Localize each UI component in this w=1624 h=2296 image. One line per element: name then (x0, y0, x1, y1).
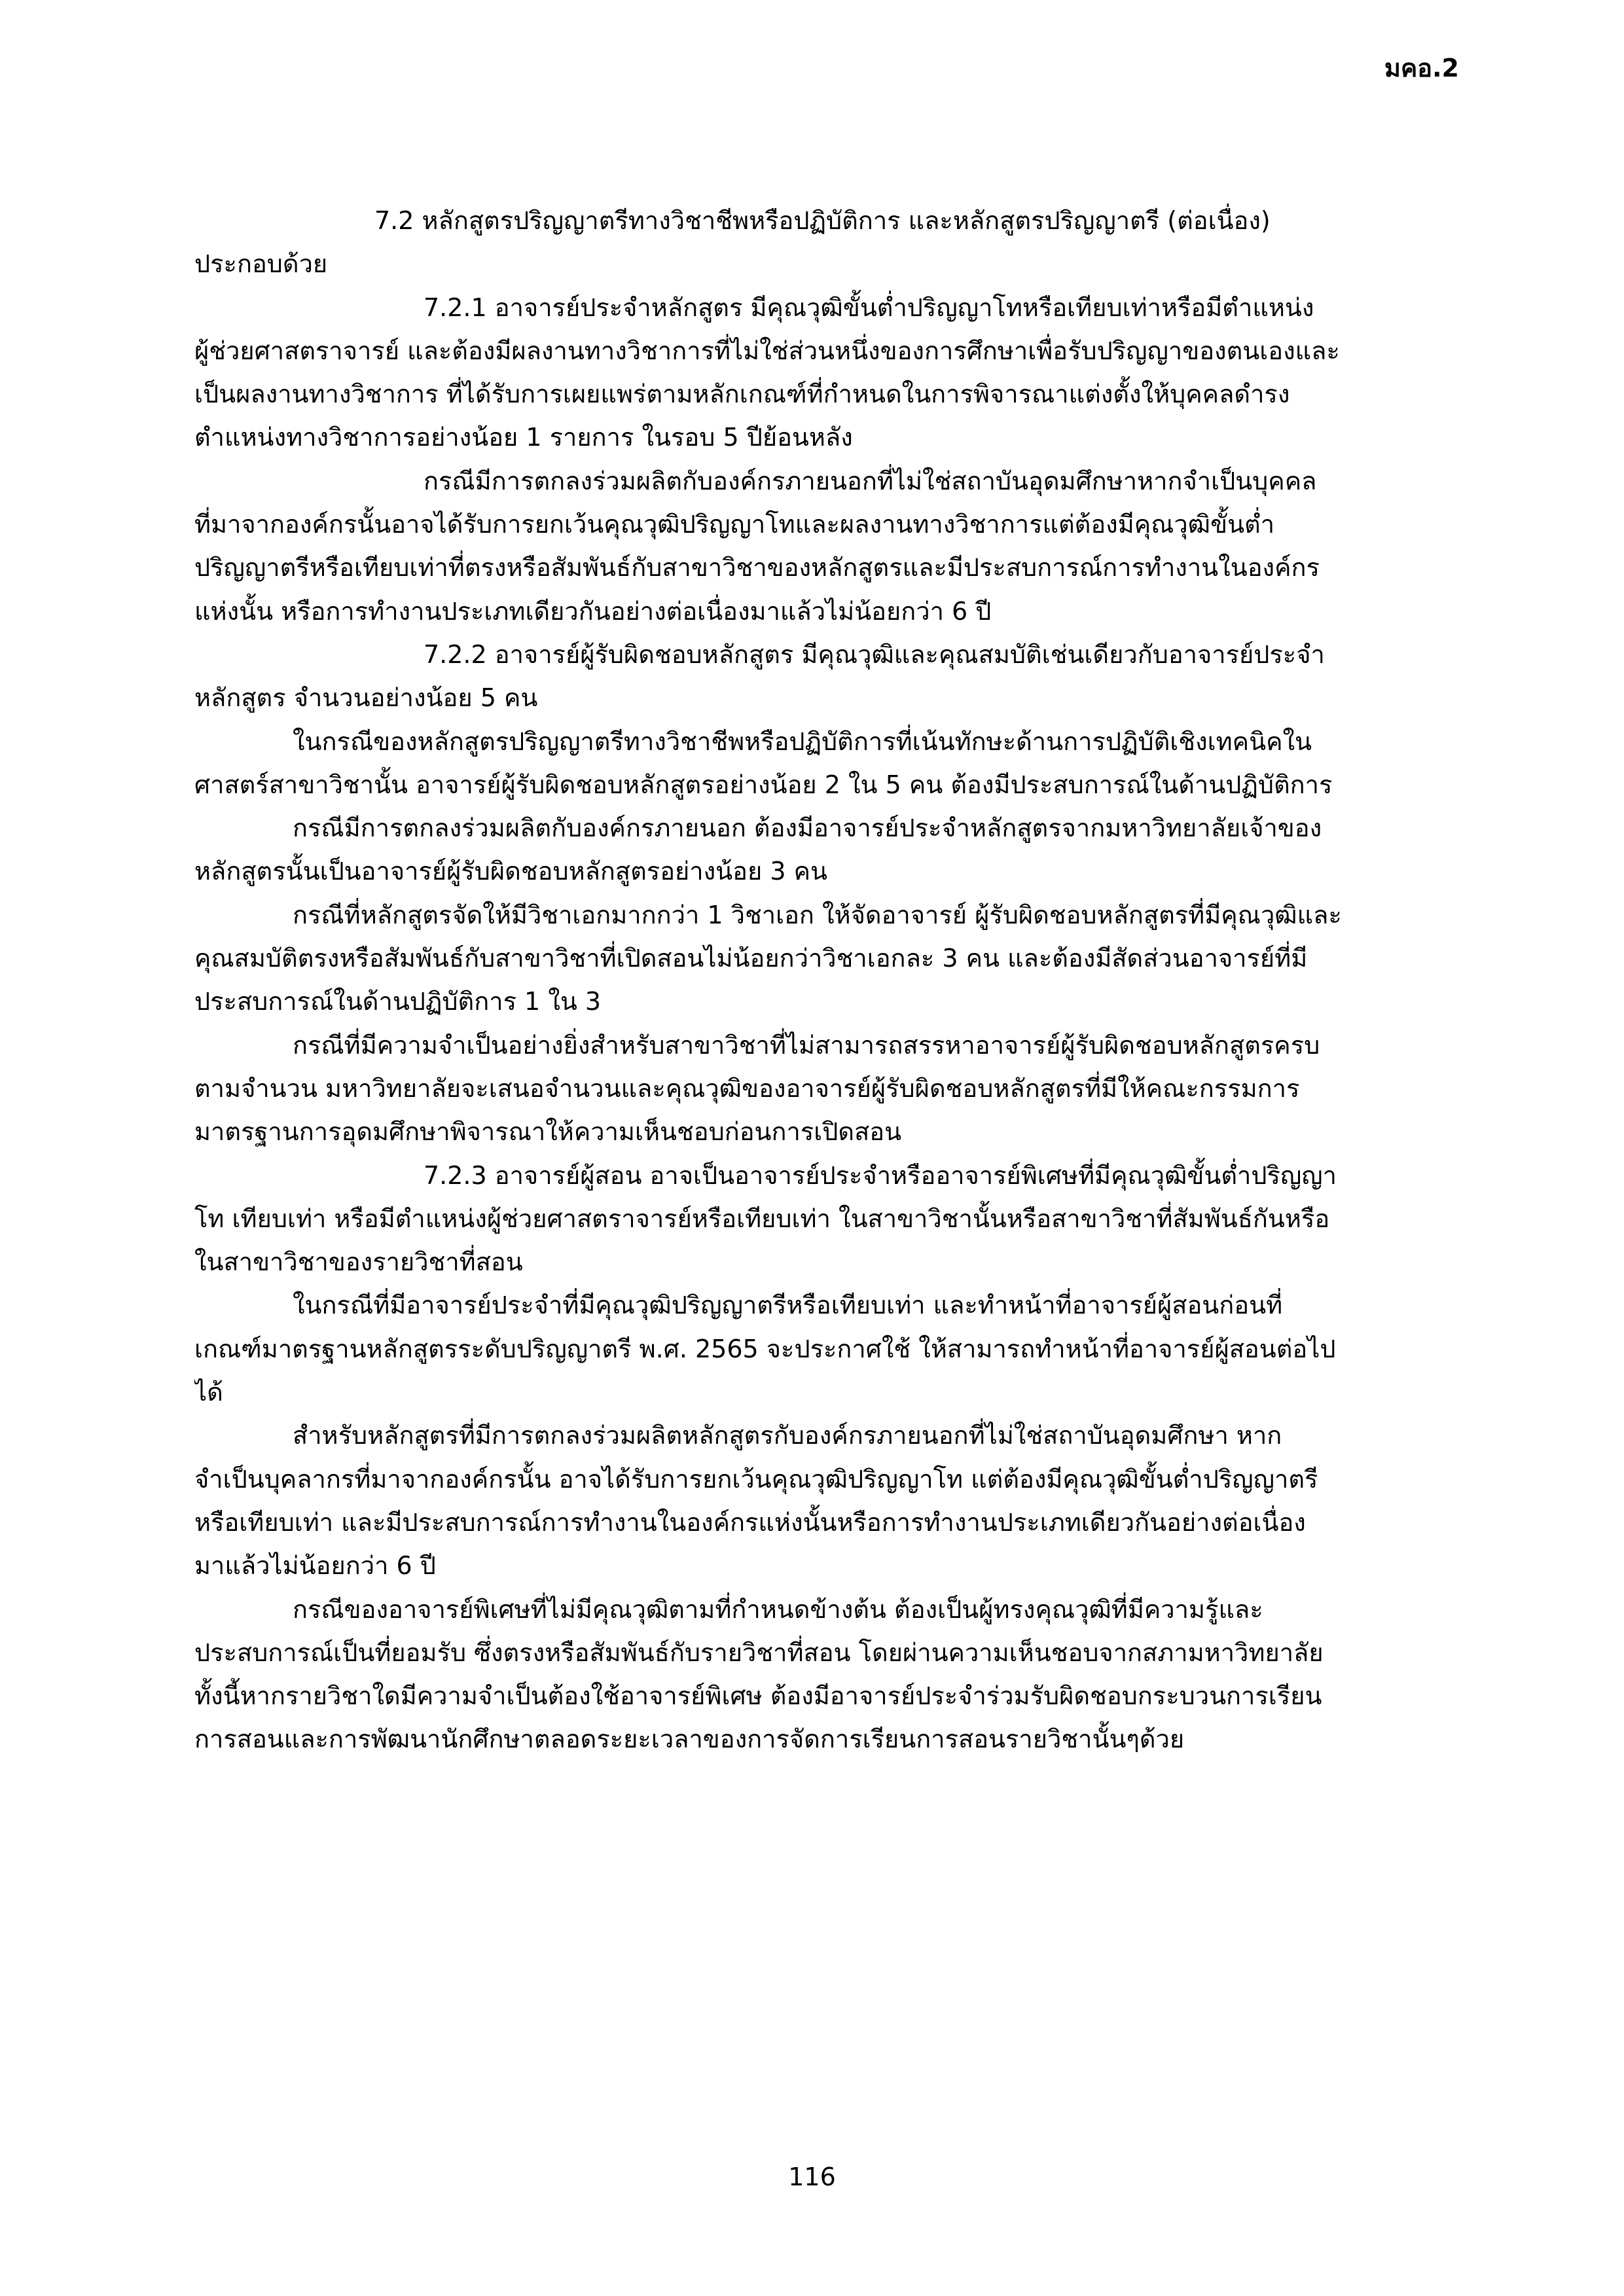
text-line: ผู้ช่วยศาสตราจารย์ และต้องมีผลงานทางวิชาการที่ไม่ใช่ส่วนหนึ่งของการศึกษาเพื่อรับปริญญาของตนเองและ (194, 336, 1340, 365)
text-line: ในกรณีที่มีอาจารย์ประจำที่มีคุณวุฒิปริญญาตรีหรือเทียบเท่า และทำหน้าที่อาจารย์ผู้สอนก่อนที่ (293, 1291, 1283, 1320)
text-line: แห่งนั้น หรือการทำงานประเภทเดียวกันอย่างต่อเนื่องมาแล้วไม่น้อยกว่า 6 ปี (194, 596, 992, 626)
text-line: ที่มาจากองค์กรนั้นอาจได้รับการยกเว้นคุณวุฒิปริญญาโทและผลงานทางวิชาการแต่ต้องมีคุณวุฒิขั้นต่ำ (194, 510, 1275, 539)
text-line: กรณีของอาจารย์พิเศษที่ไม่มีคุณวุฒิตามที่กำหนดข้างต้น ต้องเป็นผู้ทรงคุณวุฒิที่มีความรู้และ (293, 1594, 1263, 1624)
text-line: มาตรฐานการอุดมศึกษาพิจารณาให้ความเห็นชอบก่อนการเปิดสอน (194, 1117, 902, 1147)
text-line: ในสาขาวิชาของรายวิชาที่สอน (194, 1247, 523, 1277)
text-line: มาแล้วไม่น้อยกว่า 6 ปี (194, 1551, 436, 1581)
text-line: ได้ (194, 1378, 223, 1407)
text-line: ประสบการณ์ในด้านปฏิบัติการ 1 ใน 3 (194, 987, 602, 1016)
text-line: ศาสตร์สาขาวิชานั้น อาจารย์ผู้รับผิดชอบหลักสูตรอย่างน้อย 2 ใน 5 คน ต้องมีประสบการณ์ในด้านปฏิบัติการ (194, 770, 1333, 799)
text-line: ประกอบด้วย (194, 249, 328, 279)
body-text (194, 199, 1426, 1761)
text-line: ในกรณีของหลักสูตรปริญญาตรีทางวิชาชีพหรือปฏิบัติการที่เน้นทักษะด้านการปฏิบัติเชิงเทคนิคใน (293, 726, 1312, 756)
text-line: สำหรับหลักสูตรที่มีการตกลงร่วมผลิตหลักสูตรกับองค์กรภายนอกที่ไม่ใช่สถาบันอุดมศึกษา หาก (293, 1421, 1282, 1450)
text-line: หรือเทียบเท่า และมีประสบการณ์การทำงานในองค์กรแห่งนั้นหรือการทำงานประเภทเดียวกันอย่างต่อเนื่อง (194, 1507, 1306, 1537)
text-line: เป็นผลงานทางวิชาการ ที่ได้รับการเผยแพร่ตามหลักเกณฑ์ที่กำหนดในการพิจารณาแต่งตั้งให้บุคคลดำรง (194, 380, 1290, 409)
text-line: ตามจำนวน มหาวิทยาลัยจะเสนอจำนวนและคุณวุฒิของอาจารย์ผู้รับผิดชอบหลักสูตรที่มีให้คณะกรรมการ (194, 1073, 1300, 1103)
text-line: ตำแหน่งทางวิชาการอย่างน้อย 1 รายการ ในรอบ 5 ปีย้อนหลัง (194, 423, 853, 452)
text-line: การสอนและการพัฒนานักศึกษาตลอดระยะเวลาของการจัดการเรียนการสอนรายวิชานั้นๆด้วย (194, 1725, 1185, 1754)
text-line: โท เทียบเท่า หรือมีตำแหน่งผู้ช่วยศาสตราจารย์หรือเทียบเท่า ในสาขาวิชานั้นหรือสาขาวิชาที่สัมพันธ์กันหรือ (194, 1204, 1330, 1233)
text-line: ทั้งนี้หากรายวิชาใดมีความจำเป็นต้องใช้อาจารย์พิเศษ ต้องมีอาจารย์ประจำร่วมรับผิดชอบกระบวนการเรียน (194, 1681, 1322, 1711)
text-line: เกณฑ์มาตรฐานหลักสูตรระดับปริญญาตรี พ.ศ. 2565 จะประกาศใช้ ให้สามารถทำหน้าที่อาจารย์ผู้สอนต่อไป (194, 1334, 1336, 1363)
text-line: คุณสมบัติตรงหรือสัมพันธ์กับสาขาวิชาที่เปิดสอนไม่น้อยกว่าวิชาเอกละ 3 คน และต้องมีสัดส่วนอาจารย์ที่มี (194, 944, 1308, 973)
text-line: หลักสูตร จำนวนอย่างน้อย 5 คน (194, 683, 538, 713)
text-line: กรณีมีการตกลงร่วมผลิตกับองค์กรภายนอกที่ไม่ใช่สถาบันอุดมศึกษาหากจำเป็นบุคคล (424, 466, 1317, 495)
text-line: หลักสูตรนั้นเป็นอาจารย์ผู้รับผิดชอบหลักสูตรอย่างน้อย 3 คน (194, 857, 827, 886)
text-line: กรณีที่มีความจำเป็นอย่างยิ่งสำหรับสาขาวิชาที่ไม่สามารถสรรหาอาจารย์ผู้รับผิดชอบหลักสูตรครบ (293, 1030, 1320, 1060)
text-line: 7.2 หลักสูตรปริญญาตรีทางวิชาชีพหรือปฏิบัติการ และหลักสูตรปริญญาตรี (ต่อเนื่อง) (374, 206, 1271, 235)
text-line: 7.2.1 อาจารย์ประจำหลักสูตร มีคุณวุฒิขั้นต่ำปริญญาโทหรือเทียบเท่าหรือมีตำแหน่ง (424, 293, 1314, 322)
text-line: 7.2.2 อาจารย์ผู้รับผิดชอบหลักสูตร มีคุณวุฒิและคุณสมบัติเช่นเดียวกับอาจารย์ประจำ (424, 639, 1325, 669)
document-code: มคอ.2 (1384, 54, 1459, 82)
text-line: กรณีที่หลักสูตรจัดให้มีวิชาเอกมากกว่า 1 วิชาเอก ให้จัดอาจารย์ ผู้รับผิดชอบหลักสูตรที่มีคุณวุฒิและ (293, 900, 1342, 929)
text-line: จำเป็นบุคลากรที่มาจากองค์กรนั้น อาจได้รับการยกเว้นคุณวุฒิปริญญาโท แต่ต้องมีคุณวุฒิขั้นต่ำปริญญาตรี (194, 1464, 1318, 1494)
text-line: ปริญญาตรีหรือเทียบเท่าที่ตรงหรือสัมพันธ์กับสาขาวิชาของหลักสูตรและมีประสบการณ์การทำงานในองค์กร (194, 553, 1320, 583)
text-line: 7.2.3 อาจารย์ผู้สอน อาจเป็นอาจารย์ประจำหรืออาจารย์พิเศษที่มีคุณวุฒิขั้นต่ำปริญญา (424, 1160, 1337, 1190)
page-number: 116 (788, 2162, 836, 2191)
text-line: กรณีมีการตกลงร่วมผลิตกับองค์กรภายนอก ต้องมีอาจารย์ประจำหลักสูตรจากมหาวิทยาลัยเจ้าของ (293, 814, 1322, 843)
text-line: ประสบการณ์เป็นที่ยอมรับ ซึ่งตรงหรือสัมพันธ์กับรายวิชาที่สอน โดยผ่านความเห็นชอบจากสภามหาวิทยาลัย (194, 1638, 1324, 1667)
